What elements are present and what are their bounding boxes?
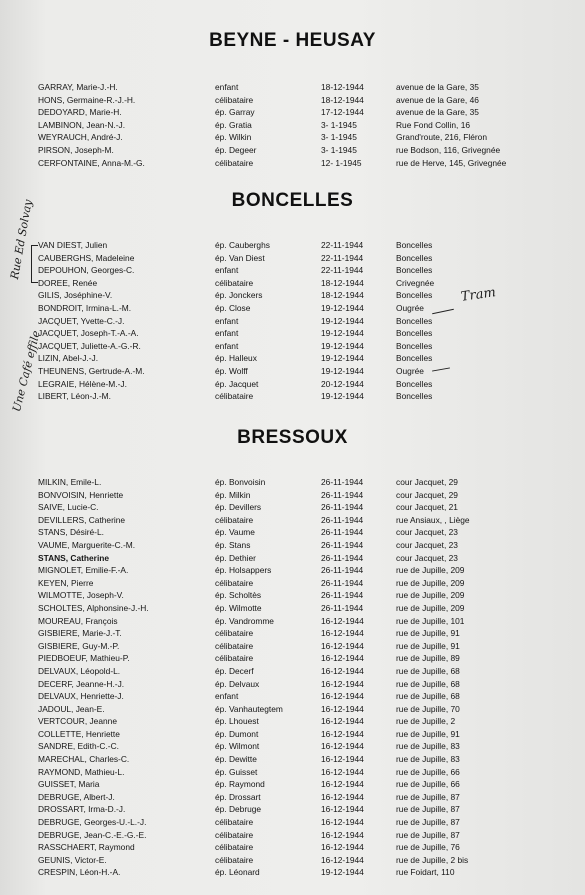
list-item — [0, 327, 585, 340]
person-name: BONDROIT, Irmina-L.-M. — [38, 302, 132, 313]
address: rue de Jupille, 68 — [396, 691, 460, 702]
address: rue de Herve, 145, Grivegnée — [396, 157, 507, 168]
list-item — [0, 157, 585, 170]
list-item — [0, 589, 585, 602]
list-item — [0, 829, 585, 842]
list-item — [0, 841, 585, 854]
list-item — [0, 652, 585, 665]
address: avenue de la Gare, 46 — [396, 94, 479, 105]
marital-status: ép. Wolff — [215, 365, 248, 376]
person-name: DOREE, Renée — [38, 277, 98, 288]
marital-status: ép. Léonard — [215, 867, 260, 878]
list-item — [0, 816, 585, 829]
person-name: GILIS, Joséphine-V. — [38, 290, 113, 301]
address: rue de Jupille, 209 — [396, 590, 465, 601]
date: 16-12-1944 — [321, 653, 364, 664]
person-name: HONS, Germaine-R.-J.-H. — [38, 94, 136, 105]
marital-status: ép. Drossart — [215, 791, 261, 802]
marital-status: célibataire — [215, 854, 254, 865]
date: 18-12-1944 — [321, 82, 364, 92]
marital-status: ép. Degeer — [215, 144, 257, 155]
marital-status: ép. Van Diest — [215, 252, 265, 263]
date: 16-12-1944 — [321, 766, 364, 777]
person-name: BONVOISIN, Henriette — [38, 489, 124, 500]
list-item — [0, 665, 585, 678]
marital-status: ép. Raymond — [215, 779, 265, 790]
address: Boncelles — [396, 265, 433, 276]
date: 19-12-1944 — [321, 353, 364, 364]
date: 18-12-1944 — [321, 277, 364, 288]
marital-status: ép. Delvaux — [215, 678, 260, 689]
date: 16-12-1944 — [321, 829, 364, 840]
marital-status: célibataire — [215, 829, 254, 840]
list-item — [0, 514, 585, 527]
marital-status: ép. Garray — [215, 107, 255, 118]
list-item — [0, 106, 585, 119]
date: 17-12-1944 — [321, 107, 364, 118]
address: rue de Jupille, 209 — [396, 602, 465, 613]
list-item — [0, 640, 585, 653]
person-name: RAYMOND, Mathieu-L. — [38, 766, 125, 777]
address: rue de Jupille, 2 — [396, 716, 456, 727]
address: Rue Fond Collin, 16 — [396, 119, 471, 130]
handwritten-margin-note: Tram — [460, 285, 497, 305]
address: rue Bodson, 116, Grivegnée — [396, 144, 501, 155]
person-name: DEBRUGE, Albert-J. — [38, 791, 115, 802]
list-item — [0, 854, 585, 867]
list-item — [0, 803, 585, 816]
address: rue de Jupille, 209 — [396, 577, 465, 588]
address: rue de Jupille, 91 — [396, 628, 460, 639]
date: 19-12-1944 — [321, 365, 364, 376]
marital-status: célibataire — [215, 842, 254, 853]
person-name: VAUME, Marguerite-C.-M. — [38, 539, 136, 550]
marital-status: ép. Jonckers — [215, 290, 263, 301]
list-item — [0, 564, 585, 577]
person-name: SCHOLTES, Alphonsine-J.-H. — [38, 602, 149, 613]
address: Boncelles — [396, 315, 433, 326]
address: rue de Jupille, 68 — [396, 678, 460, 689]
list-item — [0, 690, 585, 703]
address: rue de Jupille, 68 — [396, 665, 460, 676]
person-name: DELVAUX, Henriette-J. — [38, 691, 124, 702]
list-item — [0, 577, 585, 590]
person-name: GISBIERE, Guy-M.-P. — [38, 640, 120, 651]
marital-status: enfant — [215, 82, 239, 92]
marital-status: ép. Wilmotte — [215, 602, 262, 613]
list-item — [0, 552, 585, 565]
date: 26-11-1944 — [321, 527, 364, 538]
marital-status: célibataire — [215, 817, 254, 828]
date: 16-12-1944 — [321, 791, 364, 802]
date: 16-12-1944 — [321, 842, 364, 853]
marital-status: ép. Halleux — [215, 353, 257, 364]
person-name: JACQUET, Juliette-A.-G.-R. — [38, 340, 141, 351]
date: 20-12-1944 — [321, 378, 364, 389]
address: Boncelles — [396, 353, 433, 364]
person-name: DEPOUHON, Georges-C. — [38, 265, 135, 276]
address: Crivegnée — [396, 277, 435, 288]
marital-status: ép. Dumont — [215, 728, 259, 739]
section-rows-bressoux — [0, 476, 585, 879]
address: rue de Jupille, 87 — [396, 829, 460, 840]
address: cour Jacquet, 23 — [396, 552, 458, 563]
list-item — [0, 340, 585, 353]
date: 26-11-1944 — [321, 539, 364, 550]
person-name: LEGRAIE, Hélène-M.-J. — [38, 378, 127, 389]
date: 26-11-1944 — [321, 552, 364, 563]
list-item — [0, 239, 585, 252]
person-name: GUISSET, Maria — [38, 779, 100, 790]
list-item — [0, 365, 585, 378]
address: rue de Jupille, 83 — [396, 741, 460, 752]
date: 16-12-1944 — [321, 817, 364, 828]
section-rows-beyne-heusay — [0, 81, 585, 169]
address: Boncelles — [396, 328, 433, 339]
list-item — [0, 615, 585, 628]
list-item — [0, 315, 585, 328]
list-item — [0, 501, 585, 514]
person-name: DEBRUGE, Georges-U.-L.-J. — [38, 817, 147, 828]
address: rue de Jupille, 101 — [396, 615, 465, 626]
marital-status: ép. Decerf — [215, 665, 254, 676]
date: 16-12-1944 — [321, 678, 364, 689]
person-name: DEBRUGE, Jean-C.-E.-G.-E. — [38, 829, 147, 840]
date: 16-12-1944 — [321, 854, 364, 865]
date: 26-11-1944 — [321, 477, 364, 487]
date: 3- 1-1945 — [321, 119, 357, 130]
marital-status: ép. Vandromme — [215, 615, 274, 626]
date: 16-12-1944 — [321, 628, 364, 639]
marital-status: ép. Dewitte — [215, 754, 257, 765]
date: 16-12-1944 — [321, 754, 364, 765]
date: 26-11-1944 — [321, 602, 364, 613]
marital-status: célibataire — [215, 577, 254, 588]
address: rue de Jupille, 91 — [396, 728, 460, 739]
date: 19-12-1944 — [321, 340, 364, 351]
marital-status: ép. Debruge — [215, 804, 262, 815]
list-item — [0, 81, 585, 94]
date: 3- 1-1945 — [321, 132, 357, 143]
address: Grand'route, 216, Fléron — [396, 132, 487, 143]
date: 19-12-1944 — [321, 391, 364, 402]
marital-status: célibataire — [215, 628, 254, 639]
date: 22-11-1944 — [321, 265, 364, 276]
date: 16-12-1944 — [321, 665, 364, 676]
list-item — [0, 302, 585, 315]
marital-status: ép. Vaume — [215, 527, 255, 538]
address: rue de Jupille, 89 — [396, 653, 460, 664]
person-name: LIBERT, Léon-J.-M. — [38, 391, 111, 402]
date: 19-12-1944 — [321, 302, 364, 313]
person-name: COLLETTE, Henriette — [38, 728, 120, 739]
list-item — [0, 678, 585, 691]
date: 16-12-1944 — [321, 716, 364, 727]
person-name: DECERF, Jeanne-H.-J. — [38, 678, 125, 689]
marital-status: célibataire — [215, 277, 254, 288]
address: cour Jacquet, 29 — [396, 477, 458, 487]
date: 16-12-1944 — [321, 691, 364, 702]
marital-status: ép. Devillers — [215, 502, 262, 513]
marital-status: ép. Cauberghs — [215, 240, 270, 250]
address: Boncelles — [396, 240, 433, 250]
person-name: PIRSON, Joseph-M. — [38, 144, 114, 155]
person-name: LAMBINON, Jean-N.-J. — [38, 119, 126, 130]
section-title-bressoux: BRESSOUX — [237, 427, 348, 448]
address: rue de Jupille, 87 — [396, 791, 460, 802]
date: 26-11-1944 — [321, 565, 364, 576]
address: Boncelles — [396, 391, 433, 402]
person-name: SANDRE, Edith-C.-C. — [38, 741, 119, 752]
list-item — [0, 489, 585, 502]
marital-status: célibataire — [215, 640, 254, 651]
date: 16-12-1944 — [321, 804, 364, 815]
date: 22-11-1944 — [321, 240, 364, 250]
address: rue de Jupille, 66 — [396, 766, 460, 777]
person-name: CRESPIN, Léon-H.-A. — [38, 867, 121, 878]
section-rows-boncelles — [0, 239, 585, 403]
address: rue de Jupille, 2 bis — [396, 854, 469, 865]
handwritten-bracket — [31, 245, 38, 283]
address: rue de Jupille, 91 — [396, 640, 460, 651]
date: 26-11-1944 — [321, 514, 364, 525]
date: 26-11-1944 — [321, 577, 364, 588]
list-item — [0, 277, 585, 290]
person-name: VERTCOUR, Jeanne — [38, 716, 117, 727]
address: avenue de la Gare, 35 — [396, 82, 479, 92]
marital-status: enfant — [215, 340, 239, 351]
marital-status: ép. Bonvoisin — [215, 477, 266, 487]
marital-status: ép. Lhouest — [215, 716, 259, 727]
person-name: VAN DIEST, Julien — [38, 240, 108, 250]
person-name: JACQUET, Joseph-T.-A.-A. — [38, 328, 139, 339]
list-item — [0, 627, 585, 640]
date: 22-11-1944 — [321, 252, 364, 263]
address: rue Foidart, 110 — [396, 867, 455, 878]
address: rue de Jupille, 87 — [396, 804, 460, 815]
marital-status: célibataire — [215, 514, 254, 525]
date: 12- 1-1945 — [321, 157, 362, 168]
person-name: WEYRAUCH, André-J. — [38, 132, 123, 143]
marital-status: célibataire — [215, 94, 254, 105]
person-name: DROSSART, Irma-D.-J. — [38, 804, 126, 815]
marital-status: célibataire — [215, 157, 254, 168]
marital-status: enfant — [215, 315, 239, 326]
address: rue de Jupille, 83 — [396, 754, 460, 765]
person-name: JADOUL, Jean-E. — [38, 703, 105, 714]
address: avenue de la Gare, 35 — [396, 107, 479, 118]
person-name: PIEDBOEUF, Mathieu-P. — [38, 653, 130, 664]
address: Ougrée — [396, 365, 424, 376]
marital-status: célibataire — [215, 653, 254, 664]
person-name: GEUNIS, Victor-E. — [38, 854, 107, 865]
handwritten-margin-note: Une Café effile — [10, 329, 43, 414]
date: 16-12-1944 — [321, 615, 364, 626]
marital-status: ép. Holsappers — [215, 565, 272, 576]
marital-status: ép. Vanhautegtem — [215, 703, 283, 714]
date: 3- 1-1945 — [321, 144, 357, 155]
person-name: STANS, Désiré-L. — [38, 527, 104, 538]
address: Ougrée — [396, 302, 424, 313]
address: Boncelles — [396, 340, 433, 351]
person-name: LIZIN, Abel-J.-J. — [38, 353, 99, 364]
list-item — [0, 131, 585, 144]
list-item — [0, 94, 585, 107]
list-item — [0, 526, 585, 539]
date: 19-12-1944 — [321, 867, 364, 878]
list-item — [0, 866, 585, 879]
list-item — [0, 715, 585, 728]
person-name: WILMOTTE, Joseph-V. — [38, 590, 124, 601]
marital-status: ép. Jacquet — [215, 378, 259, 389]
address: Boncelles — [396, 252, 433, 263]
list-item — [0, 740, 585, 753]
list-item — [0, 264, 585, 277]
list-item — [0, 791, 585, 804]
address: rue de Jupille, 209 — [396, 565, 465, 576]
person-name: STANS, Catherine — [38, 552, 110, 563]
list-item — [0, 390, 585, 403]
date: 16-12-1944 — [321, 728, 364, 739]
person-name: SAIVE, Lucie-C. — [38, 502, 99, 513]
person-name: MILKIN, Emile-L. — [38, 477, 102, 487]
marital-status: ép. Stans — [215, 539, 251, 550]
section-title-boncelles: BONCELLES — [231, 190, 354, 211]
marital-status: ép. Wilkin — [215, 132, 252, 143]
address: cour Jacquet, 23 — [396, 539, 458, 550]
list-item — [0, 703, 585, 716]
address: cour Jacquet, 21 — [396, 502, 458, 513]
marital-status: enfant — [215, 265, 239, 276]
marital-status: ép. Milkin — [215, 489, 251, 500]
address: rue de Jupille, 87 — [396, 817, 460, 828]
marital-status: ép. Guisset — [215, 766, 258, 777]
person-name: GISBIERE, Marie-J.-T. — [38, 628, 122, 639]
marital-status: enfant — [215, 691, 239, 702]
address: rue de Jupille, 76 — [396, 842, 460, 853]
date: 26-11-1944 — [321, 590, 364, 601]
person-name: DEDOYARD, Marie-H. — [38, 107, 122, 118]
person-name: RASSCHAERT, Raymond — [38, 842, 135, 853]
person-name: GARRAY, Marie-J.-H. — [38, 82, 118, 92]
date: 18-12-1944 — [321, 290, 364, 301]
person-name: THEUNENS, Gertrude-A.-M. — [38, 365, 145, 376]
list-item — [0, 119, 585, 132]
date: 26-11-1944 — [321, 502, 364, 513]
person-name: JACQUET, Yvette-C.-J. — [38, 315, 125, 326]
marital-status: ép. Scholtès — [215, 590, 262, 601]
address: rue de Jupille, 70 — [396, 703, 460, 714]
list-item — [0, 602, 585, 615]
date: 26-11-1944 — [321, 489, 364, 500]
list-item — [0, 144, 585, 157]
list-item — [0, 753, 585, 766]
person-name: CAUBERGHS, Madeleine — [38, 252, 135, 263]
date: 19-12-1944 — [321, 328, 364, 339]
date: 16-12-1944 — [321, 741, 364, 752]
marital-status: célibataire — [215, 391, 254, 402]
address: cour Jacquet, 29 — [396, 489, 458, 500]
date: 16-12-1944 — [321, 703, 364, 714]
marital-status: ép. Gratia — [215, 119, 252, 130]
address: rue de Jupille, 66 — [396, 779, 460, 790]
person-name: MOUREAU, François — [38, 615, 118, 626]
date: 19-12-1944 — [321, 315, 364, 326]
marital-status: ép. Wilmont — [215, 741, 260, 752]
person-name: MARECHAL, Charles-C. — [38, 754, 130, 765]
list-item — [0, 476, 585, 489]
person-name: MIGNOLET, Emilie-F.-A. — [38, 565, 129, 576]
list-item — [0, 766, 585, 779]
marital-status: ép. Close — [215, 302, 251, 313]
list-item — [0, 728, 585, 741]
marital-status: ép. Dethier — [215, 552, 256, 563]
handwritten-margin-note: Rue Ed Solvay — [8, 198, 35, 281]
date: 16-12-1944 — [321, 779, 364, 790]
section-title-beyne-heusay: BEYNE - HEUSAY — [209, 30, 376, 51]
list-item — [0, 539, 585, 552]
list-item — [0, 352, 585, 365]
person-name: KEYEN, Pierre — [38, 577, 94, 588]
marital-status: enfant — [215, 328, 239, 339]
address: cour Jacquet, 23 — [396, 527, 458, 538]
person-name: CERFONTAINE, Anna-M.-G. — [38, 157, 145, 168]
address: Boncelles — [396, 290, 433, 301]
list-item — [0, 252, 585, 265]
person-name: DEVILLERS, Catherine — [38, 514, 126, 525]
address: Boncelles — [396, 378, 433, 389]
list-item — [0, 378, 585, 391]
list-item — [0, 778, 585, 791]
person-name: DELVAUX, Léopold-L. — [38, 665, 121, 676]
list-item — [0, 289, 585, 302]
date: 18-12-1944 — [321, 94, 364, 105]
date: 16-12-1944 — [321, 640, 364, 651]
address: rue Ansiaux, , Liège — [396, 514, 470, 525]
